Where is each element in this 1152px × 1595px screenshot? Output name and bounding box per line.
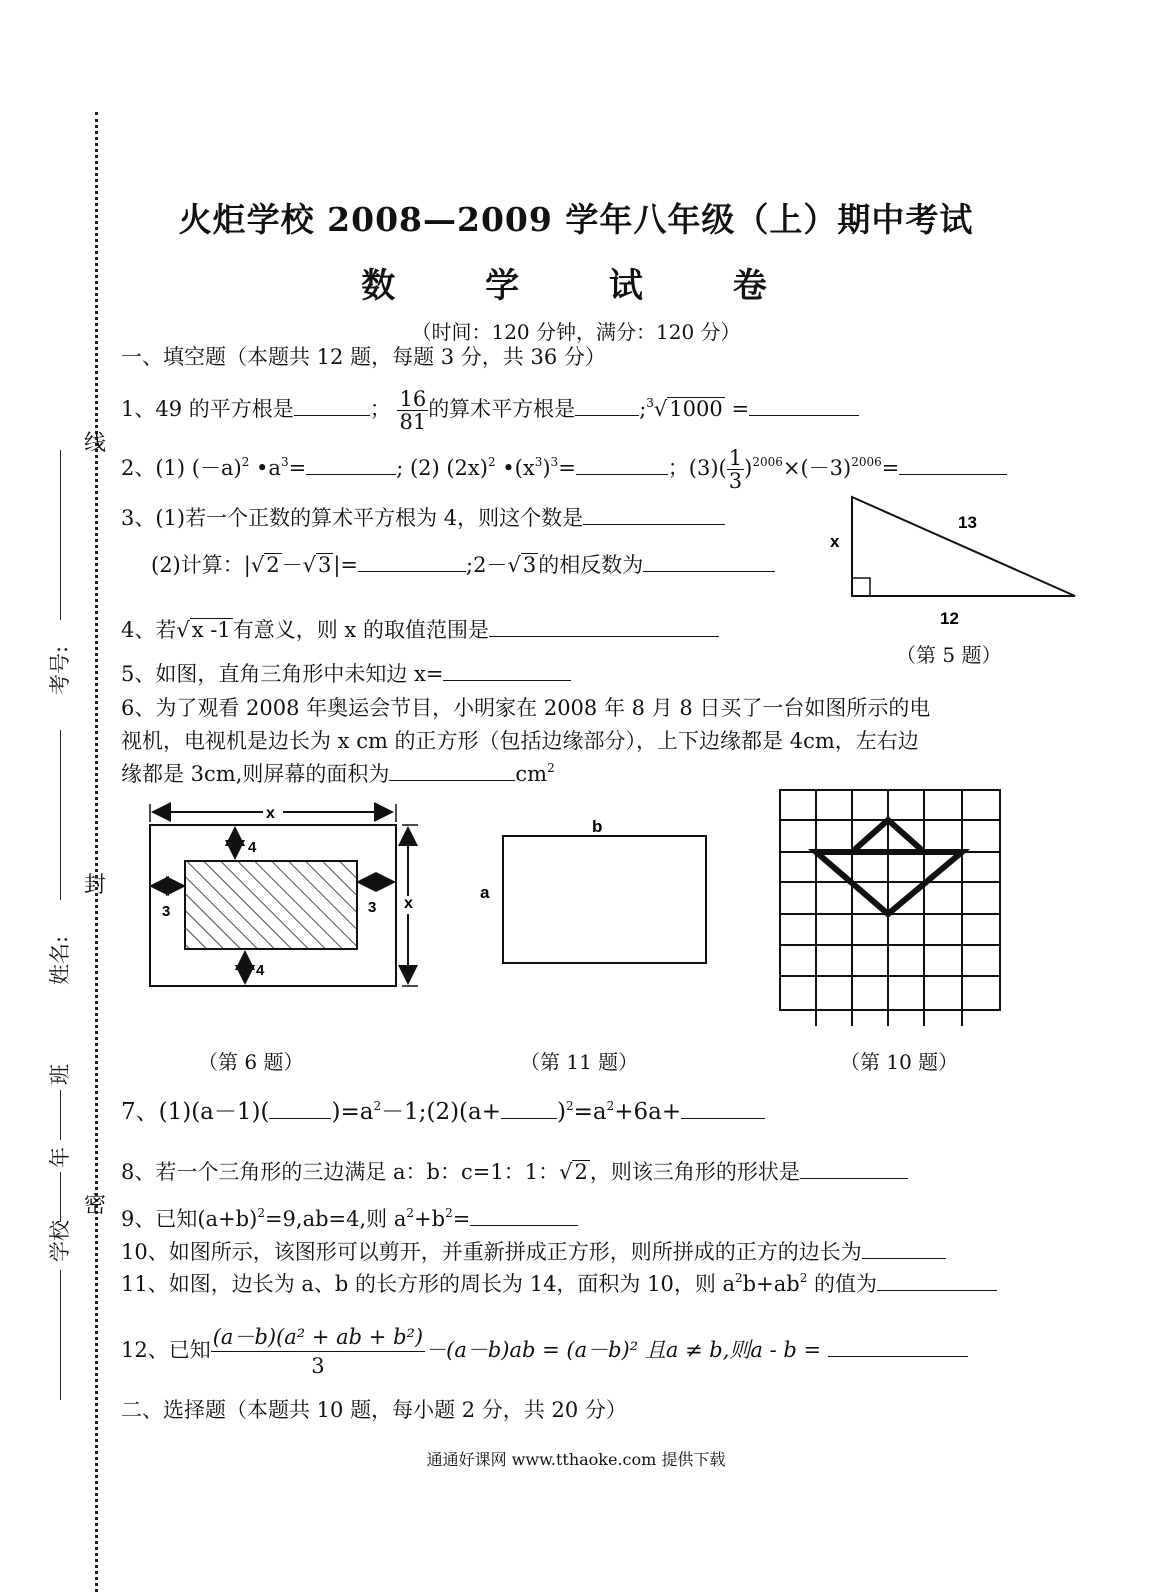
q11-text-c: 的值为	[807, 1272, 878, 1296]
section1-heading: 一、填空题（本题共 12 题，每题 3 分，共 36 分）	[121, 345, 606, 369]
question-11	[121, 1270, 997, 1298]
figure-5-triangle	[820, 490, 1090, 630]
q9-blank[interactable]	[470, 1207, 578, 1226]
q2-text-c: =	[288, 456, 307, 480]
question-8	[121, 1158, 908, 1186]
q9-text-a: 9、已知(a+b)	[121, 1207, 258, 1231]
q5-text: 5、如图，直角三角形中未知边 x=	[121, 662, 444, 686]
q1-frac-den: 81	[399, 410, 427, 434]
q2-exp-d: 2	[487, 455, 496, 469]
q3b-radical-1: √	[250, 553, 265, 577]
q9-text-b: =9,ab=4,则 a	[264, 1207, 407, 1231]
page-footer: 通通好课网 www.tthaoke.com 提供下载	[426, 1450, 726, 1469]
q7-blank-3[interactable]	[681, 1100, 765, 1119]
fig11-rect	[503, 836, 706, 963]
q2-fraction	[727, 447, 744, 492]
fig6-label-top-x: x	[266, 805, 275, 822]
binding-label-nian: 年	[48, 1147, 72, 1168]
q2-frac-num: 1	[728, 446, 743, 470]
q1-text-e: =	[731, 397, 750, 421]
q11-exp-b: 2	[799, 1271, 808, 1285]
q7-text-f: +6a+	[614, 1099, 682, 1125]
fig6-label-top-4: 4	[248, 839, 257, 856]
q1-frac-num: 16	[399, 387, 427, 411]
q1-text-a: 1、49 的平方根是	[121, 397, 294, 421]
q12-blank[interactable]	[828, 1338, 968, 1357]
q9-exp-c: 2	[445, 1206, 453, 1220]
fig6-label-left-3: 3	[162, 903, 171, 920]
question-2	[121, 445, 1007, 492]
question-6-line1: 6、为了观看 2008 年奥运会节目，小明家在 2008 年 8 月 8 日买了一台如图所示的电	[121, 696, 931, 720]
q12-text-a: 12、已知	[121, 1338, 211, 1362]
q12-text-b: －(a－b)ab = (a－b)² 且a ≠ b,则a - b =	[425, 1338, 822, 1362]
q3b-radicand-1: 2	[266, 553, 280, 577]
q3b-text-d: ;2－	[466, 553, 508, 577]
q12-fraction	[211, 1323, 425, 1380]
q11-blank[interactable]	[877, 1272, 997, 1291]
q8-blank[interactable]	[800, 1160, 908, 1179]
fig5-label-x: x	[830, 532, 840, 551]
question-10	[121, 1238, 946, 1266]
q2-text-a: 2、(1) (－a)	[121, 456, 242, 480]
q2-blank-1[interactable]	[306, 456, 396, 475]
q3b-radical-2: √	[302, 553, 316, 577]
figure-10-grid	[776, 786, 1006, 1031]
binding-rule-xuexiao	[60, 1270, 61, 1400]
q3b-text-e: 的相反数为	[538, 553, 644, 577]
q3b-blank-1[interactable]	[358, 553, 466, 572]
q8-text-b: ，则该三角形的形状是	[589, 1160, 800, 1184]
q3b-text-a: (2)计算：|	[151, 553, 251, 577]
question-3b	[151, 551, 775, 579]
q4-radicand: x -1	[191, 618, 231, 642]
section2-heading: 二、选择题（本题共 10 题，每小题 2 分，共 20 分）	[121, 1398, 627, 1422]
binding-rule-kaohao	[60, 450, 61, 620]
question-6-line2: 视机，电视机是边长为 x cm 的正方形（包括边缘部分），上下边缘都是 4cm，左右边	[121, 729, 919, 753]
q7-exp-d: 2	[566, 1099, 574, 1113]
q3b-radicand-2: 3	[317, 553, 332, 577]
fig11-label-a: a	[480, 883, 490, 902]
q10-blank[interactable]	[862, 1240, 946, 1259]
q8-radical: √	[559, 1160, 573, 1184]
q9-exp-b: 2	[406, 1206, 415, 1220]
binding-char-xian: 线	[84, 431, 107, 456]
binding-label-ban: 班	[48, 1064, 72, 1085]
q7-text-b: )=a	[331, 1099, 374, 1125]
q1-blank-2[interactable]	[575, 397, 639, 416]
question-7	[121, 1095, 765, 1129]
q1-text-c: 的算术平方根是	[428, 397, 576, 421]
q7-text-a: 7、(1)(a－1)(	[121, 1099, 270, 1125]
q9-exp-a: 2	[257, 1206, 265, 1220]
q2-blank-3[interactable]	[899, 456, 1007, 475]
q4-radical: √	[176, 618, 190, 642]
q1-radicand: 1000	[669, 397, 723, 421]
q6-unit-exp: 2	[547, 761, 555, 775]
tv-screen	[185, 861, 357, 949]
q3b-text-c: |=	[333, 553, 359, 577]
q1-root-index: 3	[646, 396, 654, 410]
q3a-text: 3、(1)若一个正数的算术平方根为 4，则这个数是	[121, 506, 584, 530]
binding-label-xuexiao: 学校	[48, 1220, 72, 1262]
fig6-label-right-x: x	[404, 895, 413, 912]
question-1	[121, 388, 859, 433]
binding-label-kaohao: 考号:	[48, 645, 72, 695]
question-12	[121, 1322, 968, 1380]
q3b-radical-3: √	[507, 553, 521, 577]
q7-text-d: )	[557, 1099, 566, 1125]
q3b-radicand-3: 3	[522, 553, 537, 577]
q11-text-a: 11、如图，边长为 a、b 的长方形的周长为 14，面积为 10，则 a	[121, 1272, 736, 1296]
q7-blank-2[interactable]	[501, 1100, 557, 1119]
q2-text-j: ×(－3)	[782, 456, 852, 480]
q2-text-e: •(x	[495, 456, 535, 480]
fig11-label-b: b	[592, 817, 603, 836]
q2-exp-i: 2006	[752, 455, 783, 469]
fig5-label-hyp: 13	[958, 513, 977, 532]
question-4	[121, 616, 719, 644]
figure-11-rectangle	[476, 814, 716, 970]
q2-exp-b: 3	[280, 455, 289, 469]
q7-blank-1[interactable]	[269, 1100, 331, 1119]
q3b-blank-2[interactable]	[643, 553, 775, 572]
fig5-caption: （第 5 题）	[896, 643, 1002, 667]
q4-blank[interactable]	[489, 618, 719, 637]
q12-frac-den: 3	[311, 1354, 325, 1378]
q1-text-d: ;	[639, 397, 647, 421]
fig10-caption: （第 10 题）	[840, 1050, 959, 1074]
binding-rule-ban	[60, 1090, 61, 1140]
question-5	[121, 660, 571, 688]
q2-exp-a: 2	[241, 455, 250, 469]
q8-text-a: 8、若一个三角形的三边满足 a：b：c=1：1：	[121, 1160, 560, 1184]
q1-radical-sign: √	[653, 397, 668, 421]
q1-blank-1[interactable]	[294, 397, 370, 416]
binding-label-xingming: 姓名:	[48, 935, 72, 985]
question-3a	[121, 504, 725, 532]
binding-rule-xingming	[60, 730, 61, 900]
fig6-label-bottom-4: 4	[256, 962, 265, 979]
q12-frac-num: (a－b)(a² + ab + b²)	[211, 1323, 425, 1352]
q5-blank[interactable]	[443, 662, 571, 681]
q2-exp-j: 2006	[851, 455, 882, 469]
triangle-shape	[852, 497, 1075, 596]
time-info: （时间：120 分钟，满分：120 分）	[411, 320, 741, 344]
q6-text: 缘都是 3cm,则屏幕的面积为	[121, 762, 390, 786]
q7-text-e: =a	[573, 1099, 607, 1125]
figure-6-tv	[138, 796, 438, 996]
q2-text-b: •a	[249, 456, 281, 480]
q1-blank-3[interactable]	[749, 397, 859, 416]
question-6-line3	[121, 760, 555, 788]
exam-subtitle: 数 学 试 卷	[361, 266, 791, 306]
binding-char-feng: 封	[84, 873, 107, 898]
q8-radicand: 2	[574, 1160, 588, 1184]
q2-text-i: )	[744, 456, 753, 480]
q1-fraction	[397, 388, 428, 433]
q2-blank-2[interactable]	[576, 456, 668, 475]
q9-text-c: +b	[414, 1207, 446, 1231]
q6-unit: cm	[515, 762, 548, 786]
fig11-caption: （第 11 题）	[520, 1050, 639, 1074]
q1-text-b: ；	[369, 397, 391, 421]
q2-exp-f: 3	[550, 455, 559, 469]
q7-exp-b: 2	[373, 1099, 382, 1113]
q2-text-g: =	[558, 456, 576, 480]
exam-title: 火炬学校 2008—2009 学年八年级（上）期中考试	[178, 200, 974, 239]
fig6-label-right-3: 3	[368, 899, 377, 916]
q11-text-b: b+ab	[742, 1272, 800, 1296]
q6-blank[interactable]	[389, 762, 515, 781]
q2-exp-e: 3	[534, 455, 543, 469]
q2-text-f: )	[542, 456, 551, 480]
q2-text-k: =	[881, 456, 900, 480]
fig6-caption: （第 6 题）	[198, 1050, 304, 1074]
right-angle-mark	[852, 578, 870, 596]
fig5-label-base: 12	[940, 609, 959, 628]
q3a-blank[interactable]	[583, 506, 725, 525]
q7-exp-e: 2	[606, 1099, 615, 1113]
q4-text-b: 有意义，则 x 的取值范围是	[232, 618, 489, 642]
q9-text-d: =	[452, 1207, 471, 1231]
q4-text-a: 4、若	[121, 618, 177, 642]
q2-text-d: ; (2) (2x)	[396, 456, 488, 480]
question-9	[121, 1205, 578, 1233]
binding-char-mi: 密	[84, 1193, 107, 1218]
q11-exp-a: 2	[735, 1271, 743, 1285]
q2-frac-den: 3	[728, 469, 743, 493]
q3b-text-b: －	[281, 553, 303, 577]
binding-rule-nian	[60, 1172, 61, 1222]
q7-text-c: －1;(2)(a+	[381, 1099, 502, 1125]
q10-text: 10、如图所示，该图形可以剪开，并重新拼成正方形，则所拼成的正方的边长为	[121, 1240, 862, 1264]
q2-text-h: ；(3)(	[667, 456, 727, 480]
